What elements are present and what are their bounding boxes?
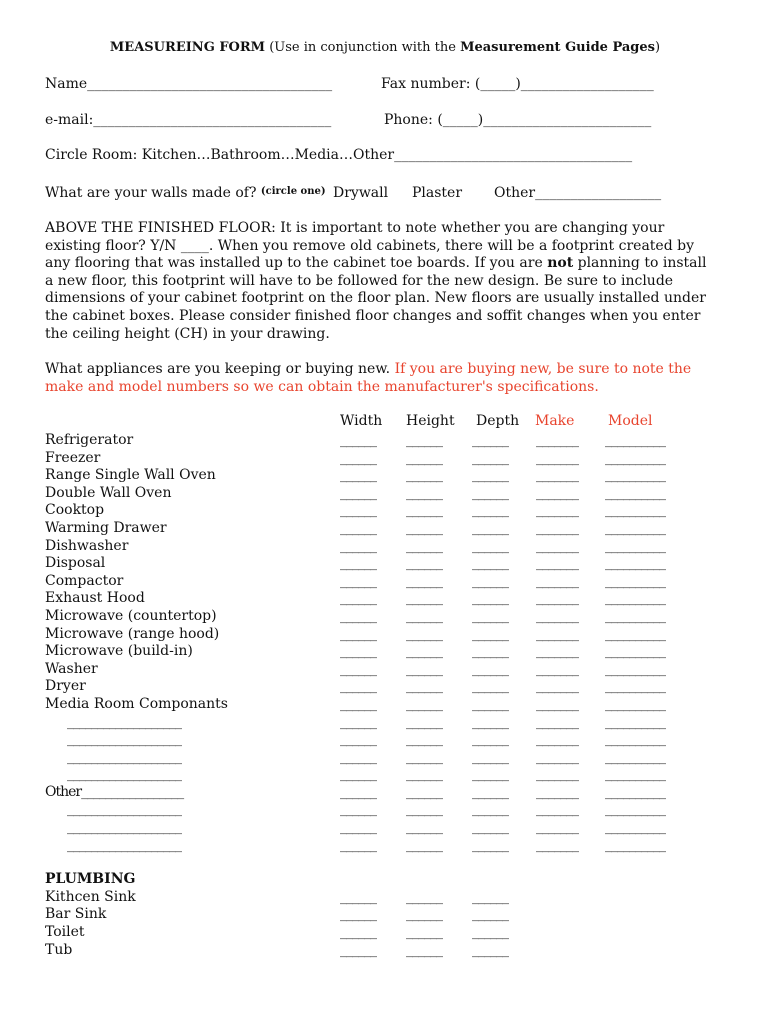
depth-field[interactable]: ______ — [472, 766, 508, 783]
width-field[interactable]: ______ — [340, 607, 376, 624]
height-field[interactable]: ______ — [406, 888, 442, 905]
table-row — [45, 749, 745, 767]
table-row — [45, 590, 745, 608]
depth-field[interactable]: ______ — [472, 748, 508, 765]
depth-field[interactable]: ______ — [472, 731, 508, 748]
table-row — [45, 766, 745, 784]
form-title-main: MEASUREING FORM — [109, 40, 266, 55]
width-field[interactable]: ______ — [340, 555, 376, 572]
appliance-label: Double Wall Oven — [45, 484, 172, 501]
table-row — [45, 661, 745, 679]
appliance-label: Refrigerator — [45, 432, 134, 448]
model-field[interactable]: __________ — [605, 572, 665, 589]
height-field[interactable]: ______ — [406, 924, 442, 941]
make-field[interactable]: _______ — [536, 484, 578, 501]
guide-reference: Measurement Guide Pages — [460, 40, 655, 55]
depth-field[interactable]: ______ — [472, 819, 508, 836]
depth-field[interactable]: ______ — [472, 432, 508, 448]
height-field[interactable]: ______ — [406, 660, 442, 677]
appliance-label: Media Room Componants — [45, 695, 228, 712]
model-field[interactable]: __________ — [605, 555, 665, 572]
width-field[interactable]: ______ — [340, 678, 376, 695]
appliance-label: Warming Drawer — [45, 519, 167, 536]
room-field[interactable]: Circle Room: Kitchen…Bathroom…Media…Other__________________________________ — [45, 147, 633, 163]
table-row — [45, 801, 745, 819]
model-field[interactable]: __________ — [605, 678, 665, 695]
make-field[interactable]: _______ — [536, 432, 578, 448]
appliance-label: Microwave (countertop) — [45, 607, 217, 624]
make-field[interactable]: _______ — [536, 607, 578, 624]
width-field[interactable]: ______ — [340, 783, 376, 800]
make-field[interactable]: _______ — [536, 590, 578, 607]
appliance-label: Compactor — [45, 572, 124, 589]
table-row — [45, 573, 745, 591]
depth-field[interactable]: ______ — [472, 888, 508, 905]
model-field[interactable]: __________ — [605, 819, 665, 836]
width-field[interactable]: ______ — [340, 467, 376, 484]
custom-other-field[interactable]: ___________________ — [67, 836, 181, 853]
appliance-label: Range Single Wall Oven — [45, 467, 216, 484]
table-row — [45, 432, 745, 450]
make-field[interactable]: _______ — [536, 519, 578, 536]
height-field[interactable]: ______ — [406, 819, 442, 836]
table-row — [45, 467, 745, 485]
table-row — [45, 450, 745, 468]
height-field[interactable]: ______ — [406, 783, 442, 800]
make-field[interactable]: _______ — [536, 467, 578, 484]
appliance-label: Washer — [45, 660, 98, 677]
floor-text-not: not — [547, 255, 574, 272]
table-row — [45, 555, 745, 573]
form-title-close: ) — [655, 40, 661, 55]
name-field[interactable]: Name___________________________________ — [45, 76, 333, 92]
make-field[interactable]: _______ — [536, 801, 578, 818]
height-field[interactable]: ______ — [406, 519, 442, 536]
width-field[interactable]: ______ — [340, 643, 376, 660]
table-row — [45, 784, 745, 802]
model-field[interactable]: __________ — [605, 432, 665, 448]
width-field[interactable]: ______ — [340, 941, 376, 958]
custom-component-field[interactable]: ___________________ — [67, 713, 181, 730]
width-field[interactable]: ______ — [340, 625, 376, 642]
model-field[interactable]: __________ — [605, 731, 665, 748]
model-field[interactable]: __________ — [605, 801, 665, 818]
height-field[interactable]: ______ — [406, 748, 442, 765]
table-row — [45, 678, 745, 696]
model-field[interactable]: __________ — [605, 660, 665, 677]
depth-field[interactable]: ______ — [472, 572, 508, 589]
depth-field[interactable]: ______ — [472, 537, 508, 554]
height-field[interactable]: ______ — [406, 678, 442, 695]
height-field[interactable]: ______ — [406, 449, 442, 466]
table-row — [45, 942, 745, 960]
width-field[interactable]: ______ — [340, 537, 376, 554]
table-row — [45, 538, 745, 556]
model-field[interactable]: __________ — [605, 537, 665, 554]
walls-option-plaster[interactable]: Plaster — [412, 185, 463, 201]
table-row — [45, 837, 745, 855]
custom-component-field[interactable]: ___________________ — [67, 748, 181, 765]
width-field[interactable]: ______ — [340, 731, 376, 748]
width-field[interactable]: ______ — [340, 836, 376, 853]
height-field[interactable]: ______ — [406, 467, 442, 484]
depth-field[interactable]: ______ — [472, 607, 508, 624]
table-row — [45, 714, 745, 732]
make-field[interactable]: _______ — [536, 643, 578, 660]
make-field[interactable]: _______ — [536, 713, 578, 730]
appliance-label: Disposal — [45, 555, 106, 572]
make-field[interactable]: _______ — [536, 555, 578, 572]
form-title-note: (Use in conjunction with the — [265, 40, 461, 55]
depth-field[interactable]: ______ — [472, 449, 508, 466]
height-field[interactable]: ______ — [406, 484, 442, 501]
height-field[interactable]: ______ — [406, 731, 442, 748]
model-field[interactable]: __________ — [605, 467, 665, 484]
height-field[interactable]: ______ — [406, 766, 442, 783]
appliance-label: Microwave (build-in) — [45, 643, 193, 660]
depth-field[interactable]: ______ — [472, 713, 508, 730]
height-field[interactable]: ______ — [406, 590, 442, 607]
height-field[interactable]: ______ — [406, 607, 442, 624]
table-row — [45, 608, 745, 626]
make-field[interactable]: _______ — [536, 766, 578, 783]
table-row — [45, 502, 745, 520]
make-field[interactable]: _______ — [536, 537, 578, 554]
plumbing-label: Toilet — [45, 924, 85, 941]
table-row — [45, 889, 745, 907]
width-field[interactable]: ______ — [340, 660, 376, 677]
column-height: Height — [406, 413, 455, 429]
height-field[interactable]: ______ — [406, 836, 442, 853]
height-field[interactable]: ______ — [406, 555, 442, 572]
custom-other-field[interactable]: ___________________ — [67, 801, 181, 818]
custom-component-field[interactable]: ___________________ — [67, 731, 181, 748]
height-field[interactable]: ______ — [406, 695, 442, 712]
depth-field[interactable]: ______ — [472, 625, 508, 642]
height-field[interactable]: ______ — [406, 801, 442, 818]
make-field[interactable]: _______ — [536, 449, 578, 466]
width-field[interactable]: ______ — [340, 502, 376, 519]
width-field[interactable]: ______ — [340, 432, 376, 448]
depth-field[interactable]: ______ — [472, 467, 508, 484]
model-field[interactable]: __________ — [605, 449, 665, 466]
depth-field[interactable]: ______ — [472, 906, 508, 923]
depth-field[interactable]: ______ — [472, 695, 508, 712]
width-field[interactable]: ______ — [340, 766, 376, 783]
width-field[interactable]: ______ — [340, 748, 376, 765]
appliance-note: If you are buying new, be sure to note the make and model numbers so we can obtain the manufacturer's specifications. — [45, 361, 692, 395]
make-field[interactable]: _______ — [536, 660, 578, 677]
depth-field[interactable]: ______ — [472, 836, 508, 853]
appliance-paragraph — [45, 361, 715, 396]
floor-text-2: planning to install a new floor, this footprint will have to be followed for the new design. Be sure to include dimensions of your cabinet footprint on the floor plan. New floors are usually installed under the cabinet boxes. Please consider finished floor changes and soffit changes when you enter the ceiling height (CH) in your drawing. — [45, 255, 707, 342]
plumbing-label: Bar Sink — [45, 906, 107, 923]
model-field[interactable]: __________ — [605, 713, 665, 730]
depth-field[interactable]: ______ — [472, 660, 508, 677]
height-field[interactable]: ______ — [406, 537, 442, 554]
model-field[interactable]: __________ — [605, 836, 665, 853]
model-field[interactable]: __________ — [605, 695, 665, 712]
width-field[interactable]: ______ — [340, 801, 376, 818]
column-make: Make — [535, 413, 575, 429]
appliance-label: Freezer — [45, 449, 101, 466]
table-row — [45, 906, 745, 924]
model-field[interactable]: __________ — [605, 519, 665, 536]
height-field[interactable]: ______ — [406, 906, 442, 923]
custom-other-field[interactable]: ___________________ — [67, 819, 181, 836]
column-model: Model — [608, 413, 653, 429]
floor-text-1: ABOVE THE FINISHED FLOOR: It is important to note whether you are changing your existing floor? Y/N ____. When you remove old cabinets, there will be a footprint created by any flooring that was installed up to the cabinet toe boards. If you are — [45, 220, 694, 272]
email-field[interactable]: e-mail:__________________________________ — [45, 112, 332, 128]
model-field[interactable]: __________ — [605, 643, 665, 660]
model-field[interactable]: __________ — [605, 783, 665, 800]
height-field[interactable]: ______ — [406, 713, 442, 730]
height-field[interactable]: ______ — [406, 432, 442, 448]
table-row — [45, 626, 745, 644]
appliance-text: What appliances are you keeping or buying new. — [45, 361, 395, 377]
table-row — [45, 485, 745, 503]
depth-field[interactable]: ______ — [472, 924, 508, 941]
appliance-label: Dishwasher — [45, 537, 129, 554]
table-row — [45, 643, 745, 661]
width-field[interactable]: ______ — [340, 819, 376, 836]
appliance-label: Dryer — [45, 678, 86, 695]
depth-field[interactable]: ______ — [472, 678, 508, 695]
walls-option-drywall[interactable]: Drywall — [333, 185, 389, 201]
make-field[interactable]: _______ — [536, 819, 578, 836]
appliance-table — [45, 432, 745, 959]
table-row — [45, 924, 745, 942]
depth-field[interactable]: ______ — [472, 502, 508, 519]
other-appliance-field[interactable]: Other_________________ — [45, 783, 184, 800]
make-field[interactable]: _______ — [536, 731, 578, 748]
appliance-label: Microwave (range hood) — [45, 625, 220, 642]
width-field[interactable]: ______ — [340, 572, 376, 589]
model-field[interactable]: __________ — [605, 625, 665, 642]
table-row — [45, 819, 745, 837]
walls-question — [45, 185, 326, 201]
width-field[interactable]: ______ — [340, 924, 376, 941]
model-field[interactable]: __________ — [605, 590, 665, 607]
depth-field[interactable]: ______ — [472, 801, 508, 818]
depth-field[interactable]: ______ — [472, 484, 508, 501]
width-field[interactable]: ______ — [340, 906, 376, 923]
model-field[interactable]: __________ — [605, 502, 665, 519]
make-field[interactable]: _______ — [536, 836, 578, 853]
depth-field[interactable]: ______ — [472, 555, 508, 572]
finished-floor-paragraph — [45, 220, 715, 343]
make-field[interactable]: _______ — [536, 625, 578, 642]
table-row — [45, 520, 745, 538]
model-field[interactable]: __________ — [605, 748, 665, 765]
depth-field[interactable]: ______ — [472, 643, 508, 660]
depth-field[interactable]: ______ — [472, 519, 508, 536]
width-field[interactable]: ______ — [340, 449, 376, 466]
walls-option-other[interactable]: Other__________________ — [494, 185, 662, 201]
make-field[interactable]: _______ — [536, 748, 578, 765]
width-field[interactable]: ______ — [340, 888, 376, 905]
width-field[interactable]: ______ — [340, 519, 376, 536]
depth-field[interactable]: ______ — [472, 590, 508, 607]
height-field[interactable]: ______ — [406, 502, 442, 519]
walls-hint: (circle one) — [260, 186, 326, 197]
walls-label: What are your walls made of? — [45, 185, 257, 201]
width-field[interactable]: ______ — [340, 713, 376, 730]
width-field[interactable]: ______ — [340, 590, 376, 607]
depth-field[interactable]: ______ — [472, 783, 508, 800]
table-row — [45, 696, 745, 714]
column-width: Width — [340, 413, 383, 429]
appliance-label: Exhaust Hood — [45, 590, 145, 607]
model-field[interactable]: __________ — [605, 766, 665, 783]
plumbing-label: Kithcen Sink — [45, 888, 136, 905]
fax-field[interactable]: Fax number: (_____)___________________ — [381, 76, 654, 92]
width-field[interactable]: ______ — [340, 484, 376, 501]
make-field[interactable]: _______ — [536, 783, 578, 800]
make-field[interactable]: _______ — [536, 502, 578, 519]
row-spacer — [45, 854, 745, 871]
height-field[interactable]: ______ — [406, 643, 442, 660]
form-title — [0, 40, 770, 55]
width-field[interactable]: ______ — [340, 695, 376, 712]
height-field[interactable]: ______ — [406, 572, 442, 589]
column-depth: Depth — [476, 413, 520, 429]
height-field[interactable]: ______ — [406, 625, 442, 642]
model-field[interactable]: __________ — [605, 607, 665, 624]
depth-field[interactable]: ______ — [472, 941, 508, 958]
custom-component-field[interactable]: ___________________ — [67, 766, 181, 783]
plumbing-heading: PLUMBING — [45, 871, 136, 888]
make-field[interactable]: _______ — [536, 695, 578, 712]
appliance-label: Cooktop — [45, 502, 105, 519]
make-field[interactable]: _______ — [536, 572, 578, 589]
phone-field[interactable]: Phone: (_____)________________________ — [384, 112, 652, 128]
table-row — [45, 731, 745, 749]
make-field[interactable]: _______ — [536, 678, 578, 695]
plumbing-label: Tub — [45, 941, 73, 958]
height-field[interactable]: ______ — [406, 941, 442, 958]
model-field[interactable]: __________ — [605, 484, 665, 501]
